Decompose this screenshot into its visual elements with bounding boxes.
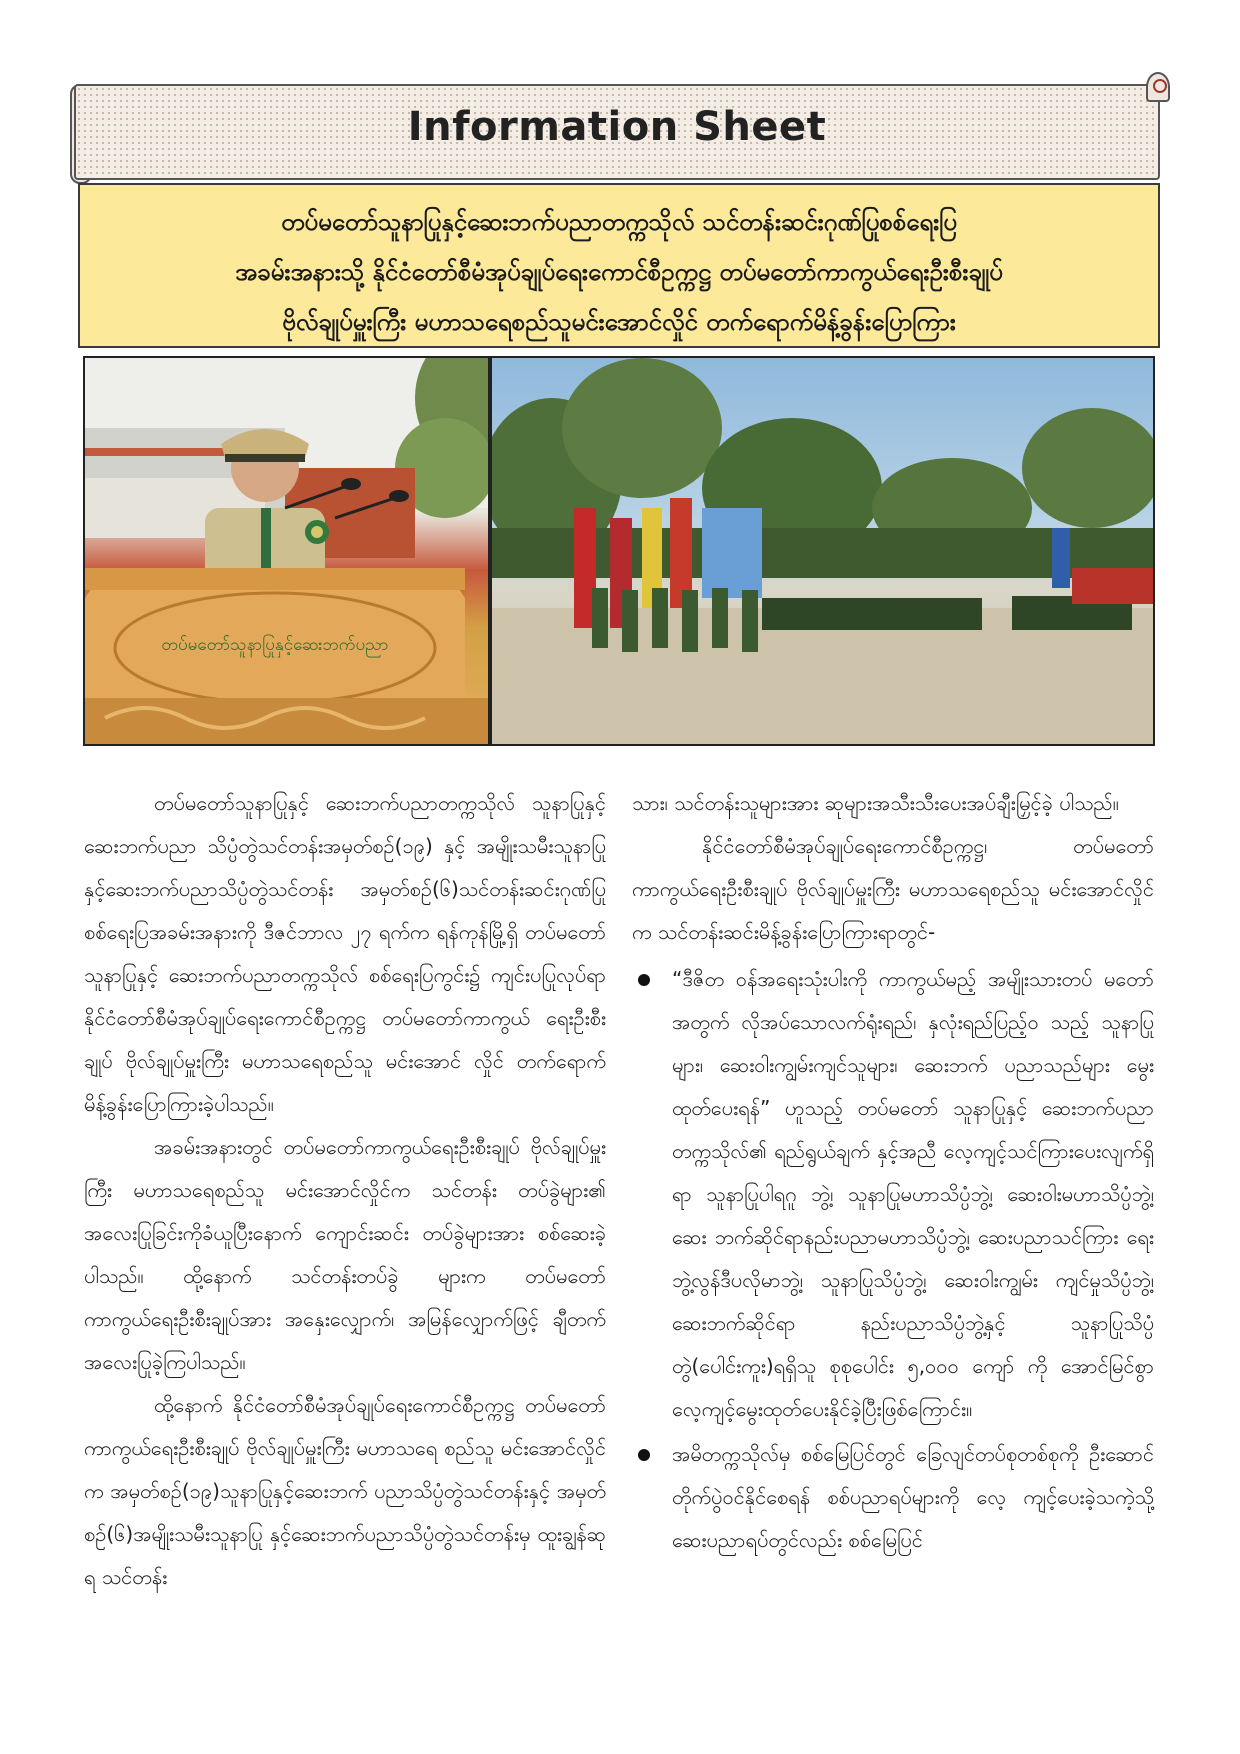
speech-point-2: အမိတက္ကသိုလ်မှ စစ်မြေပြင်တွင် ခြေလျင်တပ်စုတစ်စုကို ဦးဆောင်တိုက်ပွဲဝင်နိုင်စေရန် စစ်ပညာရပ်များကို လေ့ ကျင့်ပေးခဲ့သကဲ့သို့ ဆေးပညာရပ်တွင်လည်း စစ်မြေပြင် (672, 1442, 1154, 1552)
article-left-column (84, 782, 606, 1599)
podium-lettering: တပ်မတော်သူနာပြုနှင့်ဆေးဘက်ပညာ (161, 635, 389, 655)
parade-ground-photo (492, 358, 1153, 744)
article-paragraph-2: အခမ်းအနားတွင် တပ်မတော်ကာကွယ်ရေးဦးစီးချုပ် ဗိုလ်ချုပ်မှူးကြီး မဟာသရေစည်သူ မင်းအောင်လှိုင်က သင်တန်း တပ်ခွဲများ၏ အလေးပြုခြင်းကိုခံယူပြီးနောက် ကျောင်းဆင်း တပ်ခွဲများအား စစ်ဆေးခဲ့ပါသည်။ ထို့နောက် သင်တန်းတပ်ခွဲ များက တပ်မတော်ကာကွယ်ရေးဦးစီးချုပ်အား အနှေးလျှောက်၊ အမြန်လျှောက်ဖြင့် ချီတက်အလေးပြုခဲ့ကြပါသည်။ (84, 1135, 606, 1374)
scroll-curl-right-ornament (1146, 72, 1170, 102)
article-paragraph-3: ထို့နောက် နိုင်ငံတော်စီမံအုပ်ချုပ်ရေးကောင်စီဥက္ကဋ္ဌ တပ်မတော်ကာကွယ်ရေးဦးစီးချုပ် ဗိုလ်ချုပ်မှူးကြီး မဟာသရေ စည်သူ မင်းအောင်လှိုင်က အမှတ်စဉ်(၁၉)သူနာပြုနှင့်ဆေးဘက် ပညာသိပ္ပံတွဲသင်တန်းနှင့် အမှတ်စဉ်(၆)အမျိုးသမီးသူနာပြု နှင့်ဆေးဘက်ပညာသိပ္ပံတွဲသင်တန်းမှ ထူးချွန်ဆုရ သင်တန်း (84, 1393, 606, 1589)
parade-illustration (492, 358, 1153, 744)
bullet-icon (638, 974, 650, 986)
article-paragraph-4: နိုင်ငံတော်စီမံအုပ်ချုပ်ရေးကောင်စီဥက္ကဋ္ဌ၊ တပ်မတော် ကာကွယ်ရေးဦးစီးချုပ် ဗိုလ်ချုပ်မှူးကြီး မဟာသရေစည်သူ မင်းအောင်လှိုင်က သင်တန်းဆင်းမိန့်ခွန်းပြောကြားရာတွင်- (632, 834, 1154, 944)
bullet-icon (638, 1449, 650, 1461)
page-title: Information Sheet (407, 104, 827, 150)
speech-point-1: “ဒီဇိတ ၀န်အရေးသုံးပါးကို ကာကွယ်မည့် အမျိုးသားတပ် မတော်အတွက် လိုအပ်သောလက်ရုံးရည်၊ နှလုံးရည်ပြည့်ဝ သည့် သူနာပြုများ၊ ဆေးဝါးကျွမ်းကျင်သူများ၊ ဆေးဘက် ပညာသည်များ မွေးထုတ်ပေးရန်” ဟူသည့် တပ်မတော် သူနာပြုနှင့် ဆေးဘက်ပညာတက္ကသိုလ်၏ ရည်ရွယ်ချက် နှင့်အညီ လေ့ကျင့်သင်ကြားပေးလျက်ရှိရာ သူနာပြုပါရဂူ ဘွဲ့၊ သူနာပြုမဟာသိပ္ပံဘွဲ့၊ ဆေးဝါးမဟာသိပ္ပံဘွဲ့၊ ဆေး ဘက်ဆိုင်ရာနည်းပညာမဟာသိပ္ပံဘွဲ့၊ ဆေးပညာသင်ကြား ရေးဘွဲ့လွန်ဒီပလိုမာဘွဲ့၊ သူနာပြုသိပ္ပံဘွဲ့၊ ဆေးဝါးကျွမ်း ကျင်မှုသိပ္ပံဘွဲ့၊ ဆေးဘက်ဆိုင်ရာ နည်းပညာသိပ္ပံဘွဲ့နှင့် သူနာပြုသိပ္ပံတွဲ(ပေါင်းကူး)ရရှိသူ စုစုပေါင်း ၅,၀၀၀ ကျော် ကို အောင်မြင်စွာ လေ့ကျင့်မွေးထုတ်ပေးနိုင်ခဲ့ပြီးဖြစ်ကြောင်း။ (672, 967, 1154, 1421)
headline-box (78, 183, 1160, 348)
photo-strip (83, 356, 1155, 746)
article-paragraph-1: တပ်မတော်သူနာပြုနှင့် ဆေးဘက်ပညာတက္ကသိုလ် သူနာပြုနှင့်ဆေးဘက်ပညာ သိပ္ပံတွဲသင်တန်းအမှတ်စဉ်(၁၉) နှင့် အမျိုးသမီးသူနာပြုနှင့်ဆေးဘက်ပညာသိပ္ပံတွဲသင်တန်း အမှတ်စဉ်(၆)သင်တန်းဆင်းဂုဏ်ပြုစစ်ရေးပြအခမ်းအနားကို ဒီဇင်ဘာလ ၂၇ ရက်က ရန်ကုန်မြို့ရှိ တပ်မတော်သူနာပြုနှင့် ဆေးဘက်ပညာတက္ကသိုလ် စစ်ရေးပြကွင်း၌ ကျင်းပပြုလုပ်ရာ နိုင်ငံတော်စီမံအုပ်ချုပ်ရေးကောင်စီဥက္ကဋ္ဌ တပ်မတော်ကာကွယ် ရေးဦးစီးချုပ် ဗိုလ်ချုပ်မှူးကြီး မဟာသရေစည်သူ မင်းအောင် လှိုင် တက်ရောက်မိန့်ခွန်းပြောကြားခဲ့ပါသည်။ (84, 791, 606, 1116)
speaker-at-podium-photo (85, 358, 488, 744)
headline-line-2: အခမ်းအနားသို့ နိုင်ငံတော်စီမံအုပ်ချုပ်ရေးကောင်စီဥက္ကဋ္ဌ တပ်မတော်ကာကွယ်ရေးဦးစီးချုပ် (235, 258, 1003, 286)
speech-points-list (632, 958, 1154, 1562)
headline-line-3: ဗိုလ်ချုပ်မှူးကြီး မဟာသရေစည်သူမင်းအောင်လှိုင် တက်ရောက်မိန့်ခွန်းပြောကြား (282, 308, 956, 336)
article-paragraph-continued: သား၊ သင်တန်းသူများအား ဆုများအသီးသီးပေးအပ်ချီးမြှင့်ခဲ့ ပါသည်။ (632, 791, 1119, 815)
list-item (632, 958, 1154, 1431)
speaker-illustration (85, 358, 488, 744)
article-right-column (632, 782, 1154, 1564)
headline-line-1: တပ်မတော်သူနာပြုနှင့်ဆေးဘက်ပညာတက္ကသိုလ် သင်တန်းဆင်းဂုဏ်ပြုစစ်ရေးပြ (281, 208, 957, 236)
list-item (632, 1433, 1154, 1562)
